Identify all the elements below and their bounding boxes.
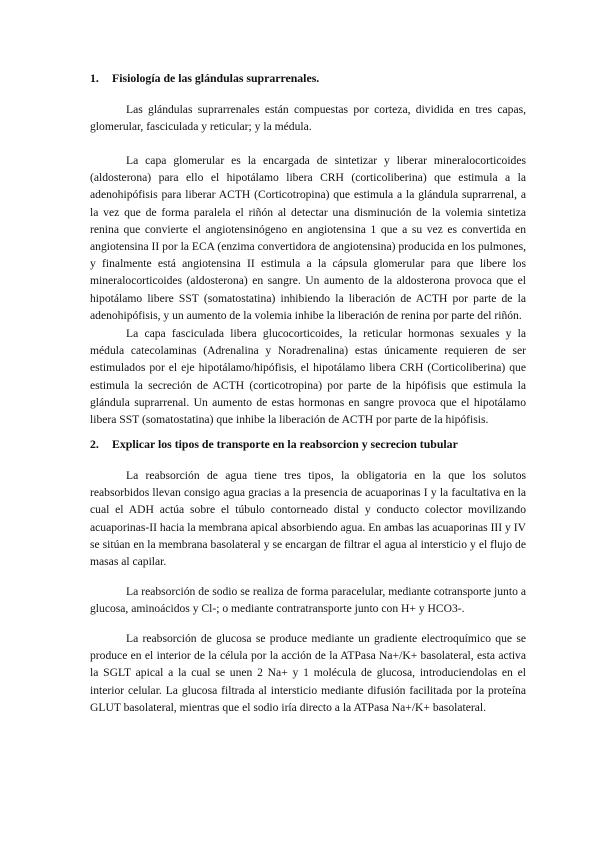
section-2-paragraph-3: La reabsorción de glucosa se produce mediante un gradiente electroquímico que se produce en el interior de la célula por la acción de la ATPasa Na+/K+ basolateral, esta activa la SGLT apical a la cual se unen 2 Na+ y 1 molécula de glucosa, introduciendolas en el interior celular. La glucosa filtrada al intersticio mediante difusión facilitada por la proteína GLUT basolateral, mientras que el sodio iría directo a la ATPasa Na+/K+ basolateral.	[90, 632, 526, 714]
section-1-paragraph-2: La capa glomerular es la encargada de sintetizar y liberar mineralocorticoides (aldosterona) para ello el hipotálamo libera CRH (corticoliberina) que estimula a la adenohipófisis para liberar ACTH (Corticotropina) que estimula a la glándula suprarrenal, a la vez que de forma paralela el riñón al detectar una disminución de la volemia sintetiza renina que convierte el angiotensinógeno en angiotensina 1 que a su vez es convertida en angiotensina II por la ECA (enzima convertidora de angiotensina) producida en los pulmones, y finalmente está angiotensina II estimula a la cápsula glomerular para que libere los mineralocorticoides (aldosterona) en sangre. Un aumento de la aldosterona provoca que el hipotálamo libere SST (somatostatina) inhibiendo la liberación de ACTH por parte de la adenohipófisis, y un aumento de la volemia inhibe la liberación de renina por parte del riñón.	[90, 154, 526, 322]
section-2-number: 2.	[90, 437, 99, 451]
section-2-heading	[90, 436, 540, 452]
section-1-heading	[90, 70, 540, 86]
section-2-paragraph-2: La reabsorción de sodio se realiza de forma paracelular, mediante cotransporte junto a glucosa, aminoácidos y Cl-; o mediante contratransporte junto con H+ y HCO3-.	[90, 585, 526, 616]
section-2-title: Explicar los tipos de transporte en la reabsorcion y secrecion tubular	[112, 437, 458, 451]
section-1-number: 1.	[90, 71, 99, 85]
section-1-title: Fisiología de las glándulas suprarrenales.	[112, 71, 320, 85]
section-1-paragraph-1: Las glándulas suprarrenales están compuestas por corteza, dividida en tres capas, glomerular, fasciculada y reticular; y la médula.	[90, 103, 526, 134]
section-2-paragraph-1: La reabsorción de agua tiene tres tipos, la obligatoria en la que los solutos reabsorbidos llevan consigo agua gracias a la presencia de acuaporinas I y la facultativa en la cual el ADH actúa sobre el túbulo contorneado distal y conducto colector movilizando acuaporinas-II hacia la membrana apical absorbiendo agua. En ambas las acuaporinas III y IV se sitúan en la membrana basolateral y se encargan de filtrar el agua al intersticio y el flujo de masas al capilar.	[90, 469, 526, 569]
section-1-paragraph-3: La capa fasciculada libera glucocorticoides, la reticular hormonas sexuales y la médula catecolaminas (Adrenalina y Noradrenalina) estas únicamente requieren de ser estimulados por el eje hipotálamo/hipófisis, el hipotálamo libera CRH (Corticoliberina) que estimula la secreción de ACTH (corticotropina) por parte de la hipófisis que estimula la glándula suprarrenal. Un aumento de estas hormonas en sangre provoca que el hipotálamo libera SST (somatostatina) que inhibe la liberación de ACTH por parte de la hipófisis.	[90, 327, 526, 427]
